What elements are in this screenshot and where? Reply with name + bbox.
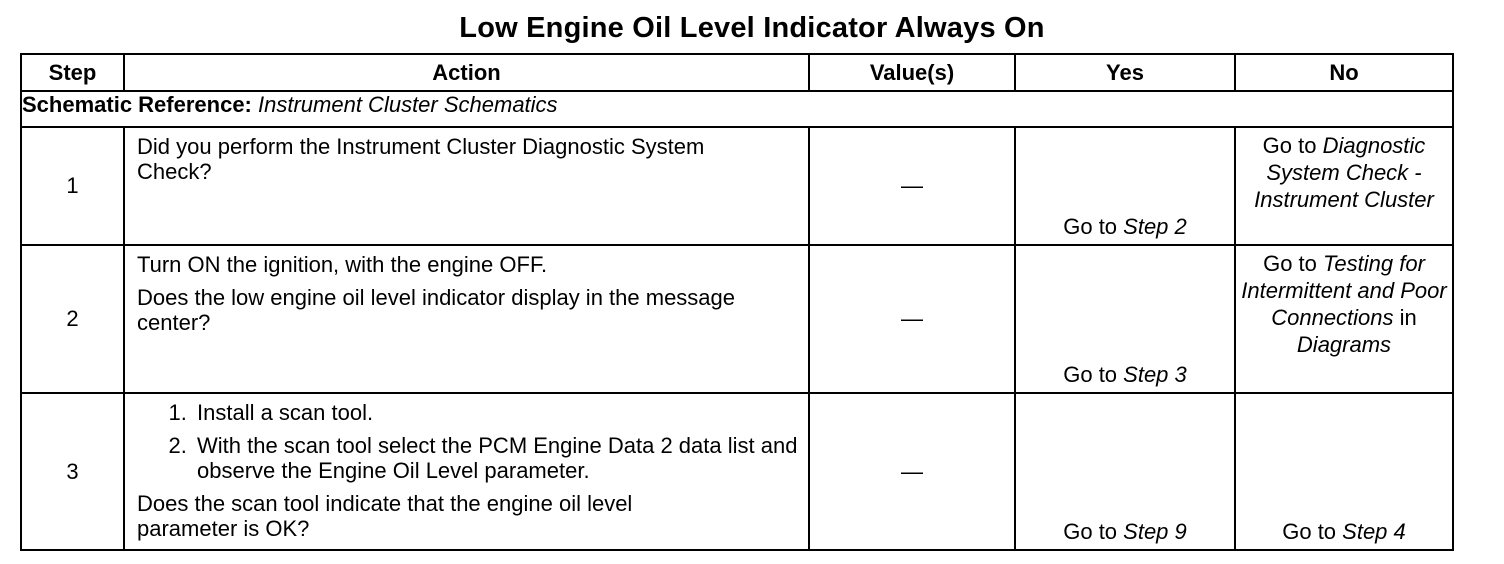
yes-prefix: Go to [1063, 362, 1124, 387]
header-step: Step [21, 54, 124, 91]
no-step-link[interactable]: Step 4 [1342, 519, 1406, 544]
header-action: Action [124, 54, 809, 91]
value-cell: — [809, 393, 1015, 550]
schematic-reference [21, 91, 1453, 127]
action-question: Does the low engine oil level indicator display in the message center? [137, 285, 736, 335]
no-prefix: Go to [1262, 133, 1323, 158]
list-item: 1. Install a scan tool. [193, 400, 798, 425]
no-cell [1235, 245, 1453, 393]
diagnostic-table [20, 53, 1454, 551]
no-cell [1235, 127, 1453, 245]
value-cell: — [809, 127, 1015, 245]
no-prefix: Go to [1263, 251, 1323, 276]
schematic-reference-row [21, 91, 1453, 127]
yes-step-link[interactable]: Step 9 [1123, 519, 1187, 544]
no-step-link[interactable]: Diagnostic System Check - Instrument Cluster [1254, 133, 1434, 212]
table-row-step-2 [21, 245, 1453, 393]
schematic-reference-label: Schematic Reference: [22, 92, 252, 117]
table-row-step-1 [21, 127, 1453, 245]
header-values: Value(s) [809, 54, 1015, 91]
yes-prefix: Go to [1063, 519, 1124, 544]
list-item: 2. With the scan tool select the PCM Engine Data 2 data list and observe the Engine Oil Level parameter. [193, 433, 798, 483]
header-no: No [1235, 54, 1453, 91]
step-number: 3 [21, 393, 124, 550]
yes-prefix: Go to [1063, 214, 1124, 239]
action-question: Does the scan tool indicate that the engine oil level parameter is OK? [137, 491, 633, 541]
no-prefix: Go to [1282, 519, 1343, 544]
action-cell [124, 127, 809, 245]
action-cell [124, 393, 809, 550]
schematic-reference-value: Instrument Cluster Schematics [258, 92, 558, 117]
no-cell [1235, 393, 1453, 550]
yes-step-link[interactable]: Step 3 [1123, 362, 1187, 387]
yes-cell [1015, 127, 1235, 245]
page-title: Low Engine Oil Level Indicator Always On [459, 12, 1045, 44]
yes-cell [1015, 245, 1235, 393]
header-yes: Yes [1015, 54, 1235, 91]
action-steps-list [137, 400, 798, 483]
no-mid-text: in [1393, 305, 1417, 330]
step-number: 1 [21, 127, 124, 245]
action-text: Did you perform the Instrument Cluster Diagnostic System Check? [137, 134, 705, 184]
action-cell [124, 245, 809, 393]
table-row-step-3 [21, 393, 1453, 550]
yes-step-link[interactable]: Step 2 [1123, 214, 1187, 239]
value-cell: — [809, 245, 1015, 393]
no-diagrams-link[interactable]: Diagrams [1296, 332, 1392, 357]
yes-cell [1015, 393, 1235, 550]
header-row [21, 54, 1453, 91]
action-text: Turn ON the ignition, with the engine OFF. [137, 252, 548, 277]
step-number: 2 [21, 245, 124, 393]
no-step-link[interactable]: Testing for Intermittent and Poor Connections [1241, 251, 1447, 330]
